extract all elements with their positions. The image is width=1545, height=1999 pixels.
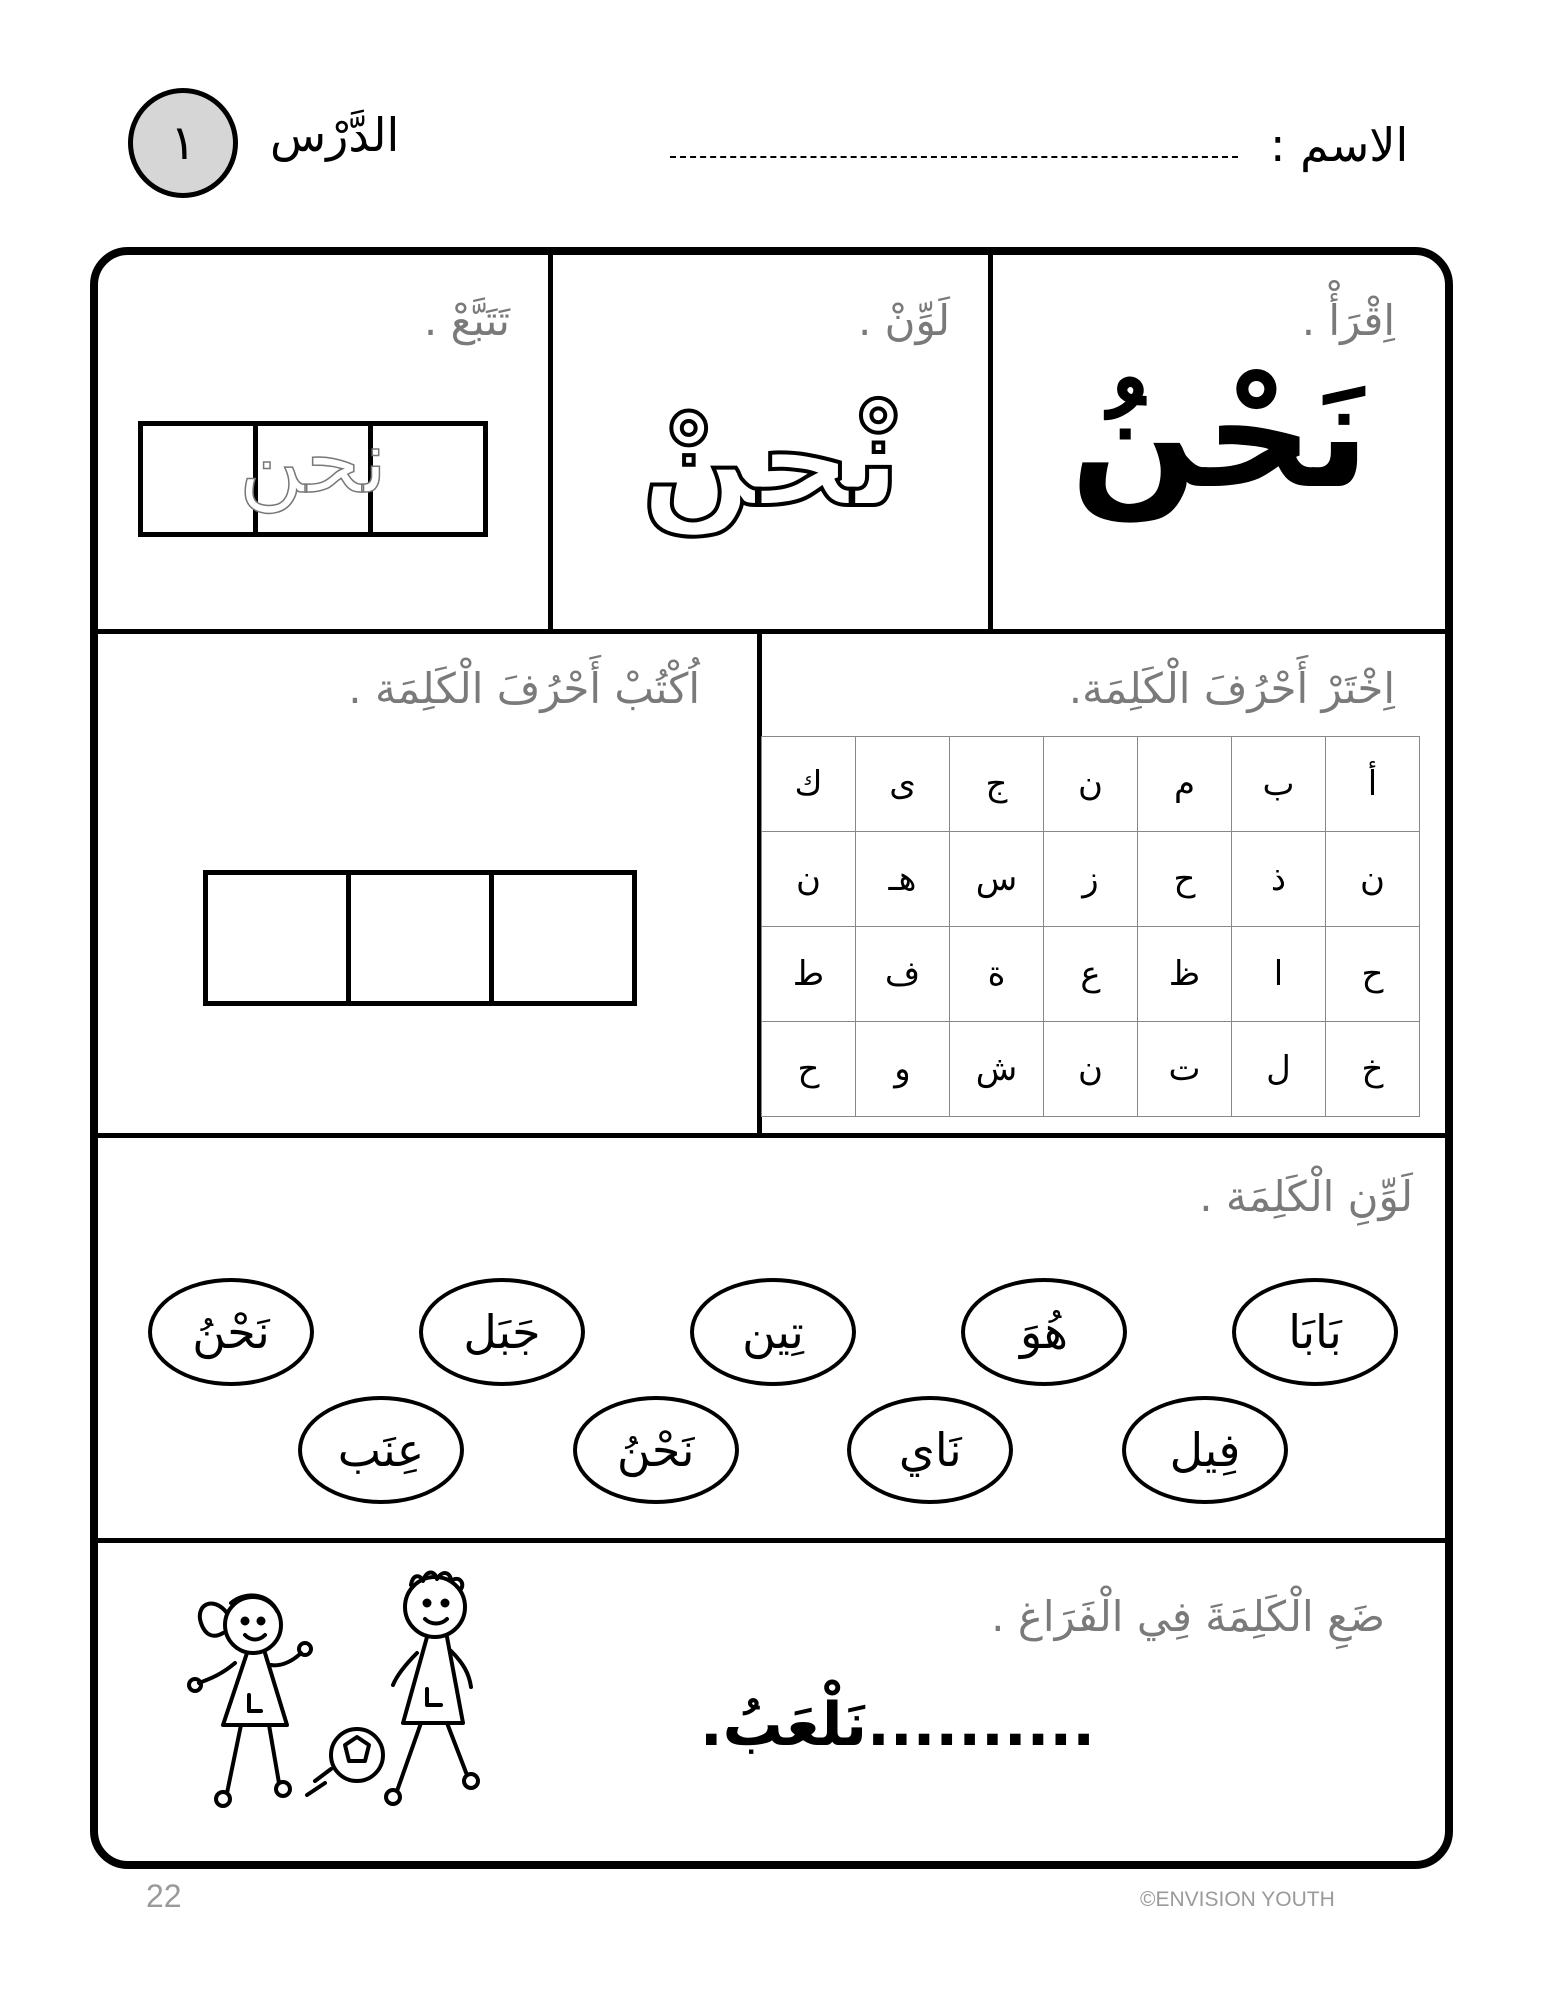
word-row-1: [148, 1278, 1398, 1386]
letter-cell[interactable]: ج: [950, 737, 1044, 832]
children-playing-illustration: [165, 1555, 505, 1845]
word-text: نَاي: [898, 1423, 962, 1477]
word-oval[interactable]: [1232, 1278, 1398, 1386]
name-input-line[interactable]: [670, 156, 1238, 158]
letter-grid-row: [762, 737, 1420, 832]
name-label: الاسم :: [1270, 118, 1409, 172]
letter-cell[interactable]: هـ: [856, 832, 950, 927]
letter-cell[interactable]: ن: [1044, 1022, 1138, 1117]
word-oval[interactable]: [298, 1396, 464, 1504]
letter-cell[interactable]: أ: [1326, 737, 1420, 832]
divider: [988, 251, 993, 631]
color-word-instruction: لَوِّنِ الْكَلِمَة .: [1199, 1172, 1413, 1221]
letter-cell[interactable]: ن: [1044, 737, 1138, 832]
lesson-label: الدَّرْس: [270, 108, 400, 162]
fill-blank-instruction: ضَعِ الْكَلِمَةَ فِي الْفَرَاغ .: [991, 1592, 1385, 1641]
word-row-2: [298, 1396, 1288, 1504]
color-word-panel: [555, 384, 987, 536]
dotted-trace-letters: نحن: [238, 410, 388, 513]
letter-cell[interactable]: ز: [1044, 832, 1138, 927]
read-instruction: اِقْرَأْ .: [1301, 296, 1395, 345]
write-box[interactable]: [489, 870, 637, 1006]
word-text: فِيل: [1169, 1423, 1241, 1477]
copyright: ©ENVISION YOUTH: [1140, 1888, 1335, 1911]
word-text: جَبَل: [463, 1305, 541, 1359]
word-text: عِنَب: [337, 1423, 425, 1477]
page-number: 22: [146, 1878, 182, 1914]
divider: [94, 1538, 1449, 1543]
letter-cell[interactable]: ش: [950, 1022, 1044, 1117]
letter-cell[interactable]: ح: [1138, 832, 1232, 927]
letter-cell[interactable]: ف: [856, 927, 950, 1022]
letter-cell[interactable]: ة: [950, 927, 1044, 1022]
divider: [94, 629, 1449, 634]
letter-cell[interactable]: ن: [1326, 832, 1420, 927]
letter-cell[interactable]: ن: [762, 832, 856, 927]
word-text: هُوَ: [1019, 1305, 1069, 1359]
letter-grid-row: [762, 1022, 1420, 1117]
read-word-panel: [1000, 348, 1440, 522]
color-instruction: لَوِّنْ .: [857, 296, 950, 345]
letter-cell[interactable]: س: [950, 832, 1044, 927]
letter-cell[interactable]: ى: [856, 737, 950, 832]
letter-cell[interactable]: ت: [1138, 1022, 1232, 1117]
letter-cell[interactable]: ح: [1326, 927, 1420, 1022]
word-oval[interactable]: [419, 1278, 585, 1386]
word-oval[interactable]: [690, 1278, 856, 1386]
fill-blank-sentence: ..........نَلْعَبُ.: [699, 1690, 1095, 1760]
letter-grid-row: [762, 832, 1420, 927]
write-boxes[interactable]: [203, 870, 637, 1006]
write-letters-instruction: اُكْتُبْ أَحْرُفَ الْكَلِمَة .: [348, 664, 700, 713]
divider: [548, 251, 553, 631]
word-text: بَابَا: [1288, 1305, 1342, 1359]
letter-cell[interactable]: ظ: [1138, 927, 1232, 1022]
word-oval[interactable]: [148, 1278, 314, 1386]
letter-cell[interactable]: و: [856, 1022, 950, 1117]
word-text: تِين: [742, 1305, 804, 1359]
trace-guide: [138, 410, 488, 513]
ball: [307, 1729, 383, 1795]
write-box[interactable]: [346, 870, 494, 1006]
outline-word[interactable]: نْحنْ: [641, 384, 901, 536]
letter-cell[interactable]: ا: [1232, 927, 1326, 1022]
lesson-number-badge: [128, 88, 238, 198]
letter-cell[interactable]: خ: [1326, 1022, 1420, 1117]
divider: [94, 1133, 1449, 1138]
word-oval[interactable]: [573, 1396, 739, 1504]
letter-cell[interactable]: ل: [1232, 1022, 1326, 1117]
letter-cell[interactable]: ك: [762, 737, 856, 832]
letter-grid: [761, 736, 1420, 1117]
write-box[interactable]: [203, 870, 351, 1006]
boy-figure: [386, 1573, 478, 1805]
word-oval[interactable]: [1122, 1396, 1288, 1504]
letter-cell[interactable]: ط: [762, 927, 856, 1022]
letter-cell[interactable]: م: [1138, 737, 1232, 832]
girl-figure: [189, 1595, 311, 1806]
word-text: نَحْنُ: [192, 1305, 270, 1359]
letter-cell[interactable]: ح: [762, 1022, 856, 1117]
word-oval[interactable]: [847, 1396, 1013, 1504]
choose-letters-instruction: اِخْتَرْ أَحْرُفَ الْكَلِمَة.: [1068, 664, 1395, 713]
lesson-number: ١: [170, 115, 196, 171]
word-oval[interactable]: [961, 1278, 1127, 1386]
letter-cell[interactable]: ب: [1232, 737, 1326, 832]
trace-instruction: تَتَبَّعْ .: [423, 296, 510, 345]
word-text: نَحْنُ: [616, 1423, 695, 1477]
read-word: نَحْنُ: [1070, 348, 1370, 522]
letter-cell[interactable]: ع: [1044, 927, 1138, 1022]
letter-cell[interactable]: ذ: [1232, 832, 1326, 927]
letter-grid-row: [762, 927, 1420, 1022]
